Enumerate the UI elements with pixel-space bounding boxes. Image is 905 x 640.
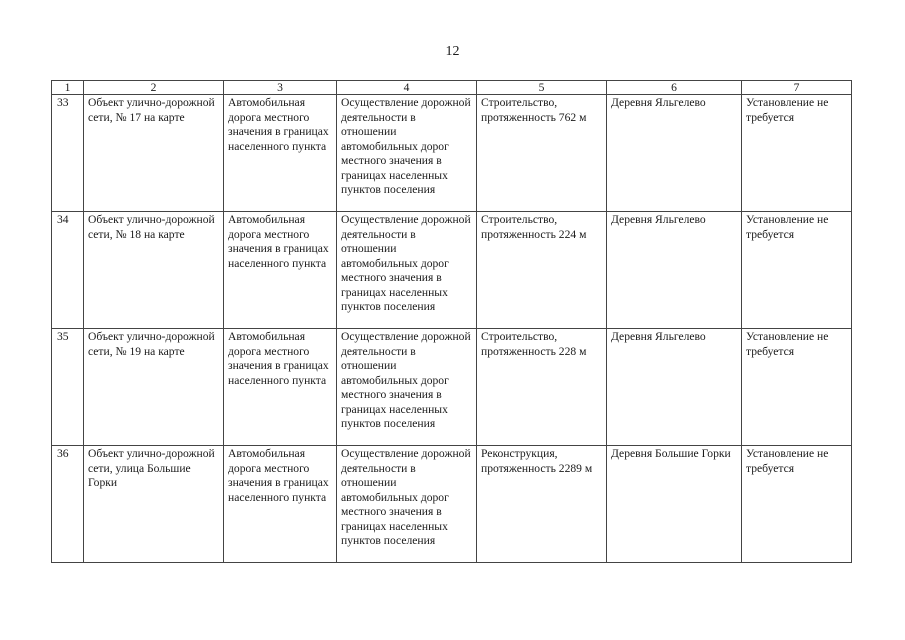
zone-cell: Установление не требуется xyxy=(742,329,852,446)
column-header: 1 xyxy=(52,81,84,95)
table-row xyxy=(52,329,852,446)
row-number-cell: 34 xyxy=(52,212,84,329)
purpose-cell: Осуществление дорожной деятельности в отношении автомобильных дорог местного значения в границах населенных пунктов поселения xyxy=(337,95,477,212)
zone-cell: Установление не требуется xyxy=(742,212,852,329)
header-row xyxy=(52,81,852,95)
row-number-cell: 36 xyxy=(52,446,84,563)
characteristics-cell: Строительство, протяженность 762 м xyxy=(477,95,607,212)
column-header: 6 xyxy=(607,81,742,95)
objects-table xyxy=(51,80,852,563)
object-type-cell: Автомобильная дорога местного значения в границах населенного пункта xyxy=(224,95,337,212)
object-name-cell: Объект улично-дорожной сети, № 18 на карте xyxy=(84,212,224,329)
object-name-cell: Объект улично-дорожной сети, № 19 на карте xyxy=(84,329,224,446)
column-header: 2 xyxy=(84,81,224,95)
purpose-cell: Осуществление дорожной деятельности в отношении автомобильных дорог местного значения в границах населенных пунктов поселения xyxy=(337,446,477,563)
row-number-cell: 35 xyxy=(52,329,84,446)
zone-cell: Установление не требуется xyxy=(742,446,852,563)
zone-cell: Установление не требуется xyxy=(742,95,852,212)
characteristics-cell: Строительство, протяженность 228 м xyxy=(477,329,607,446)
object-name-cell: Объект улично-дорожной сети, улица Большие Горки xyxy=(84,446,224,563)
table-row xyxy=(52,446,852,563)
object-type-cell: Автомобильная дорога местного значения в границах населенного пункта xyxy=(224,212,337,329)
location-cell: Деревня Большие Горки xyxy=(607,446,742,563)
object-type-cell: Автомобильная дорога местного значения в границах населенного пункта xyxy=(224,329,337,446)
location-cell: Деревня Яльгелево xyxy=(607,95,742,212)
table-row xyxy=(52,212,852,329)
location-cell: Деревня Яльгелево xyxy=(607,212,742,329)
object-type-cell: Автомобильная дорога местного значения в границах населенного пункта xyxy=(224,446,337,563)
purpose-cell: Осуществление дорожной деятельности в отношении автомобильных дорог местного значения в границах населенных пунктов поселения xyxy=(337,212,477,329)
location-cell: Деревня Яльгелево xyxy=(607,329,742,446)
characteristics-cell: Строительство, протяженность 224 м xyxy=(477,212,607,329)
characteristics-cell: Реконструкция, протяженность 2289 м xyxy=(477,446,607,563)
table-row xyxy=(52,95,852,212)
purpose-cell: Осуществление дорожной деятельности в отношении автомобильных дорог местного значения в границах населенных пунктов поселения xyxy=(337,329,477,446)
column-header: 5 xyxy=(477,81,607,95)
column-header: 4 xyxy=(337,81,477,95)
column-header: 7 xyxy=(742,81,852,95)
object-name-cell: Объект улично-дорожной сети, № 17 на карте xyxy=(84,95,224,212)
page-number: 12 xyxy=(445,44,460,59)
row-number-cell: 33 xyxy=(52,95,84,212)
column-header: 3 xyxy=(224,81,337,95)
